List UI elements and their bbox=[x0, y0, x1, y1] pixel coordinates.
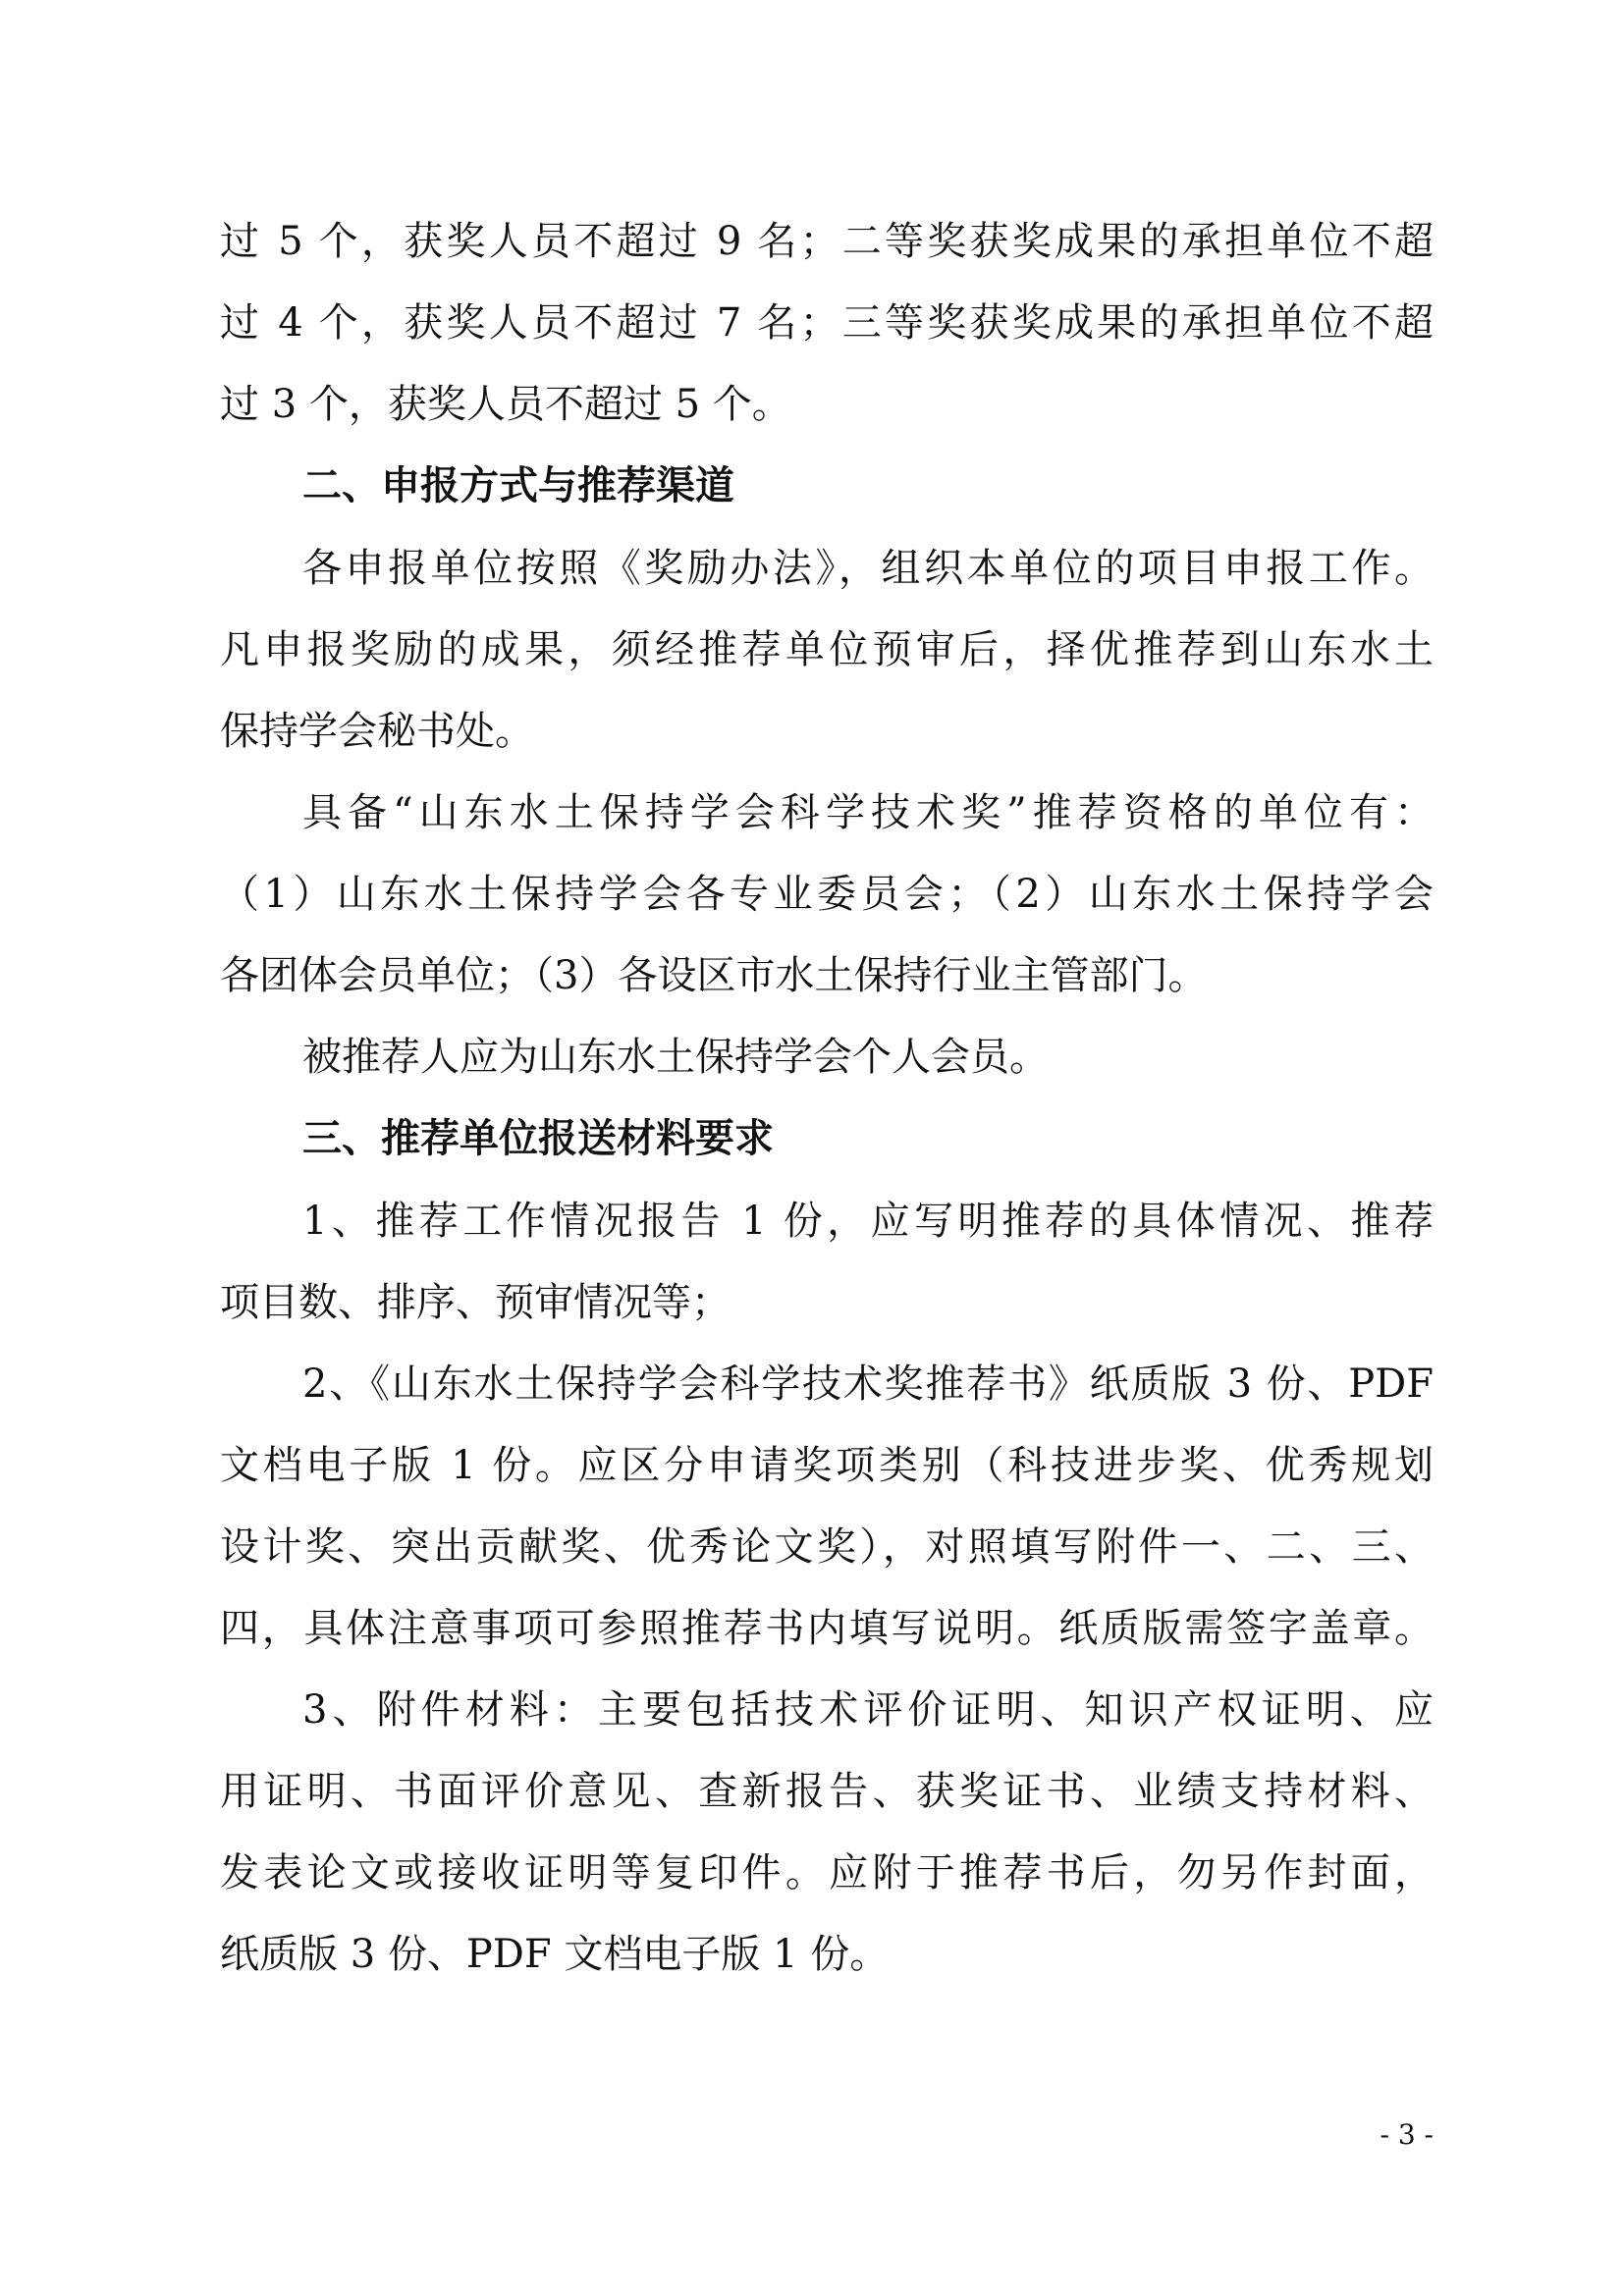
text-line: 设计奖、突出贡献奖、优秀论文奖），对照填写附件一、二、三、 bbox=[220, 1524, 1434, 1570]
text-line: 用证明、书面评价意见、查新报告、获奖证书、业绩支持材料、 bbox=[220, 1769, 1434, 1814]
text-line: 过 3 个，获奖人员不超过 5 个。 bbox=[220, 382, 791, 427]
text-line: 项目数、排序、预审情况等； bbox=[220, 1280, 731, 1325]
text-line: 保持学会秘书处。 bbox=[220, 709, 534, 754]
text-line: 被推荐人应为山东水土保持学会个人会员。 bbox=[302, 1035, 1049, 1080]
text-line: 各申报单位按照《奖励办法》，组织本单位的项目申报工作。 bbox=[302, 546, 1434, 591]
text-line: （1）山东水土保持学会各专业委员会；（2）山东水土保持学会 bbox=[220, 872, 1434, 917]
section-heading: 三、推荐单位报送材料要求 bbox=[302, 1116, 774, 1161]
text-line: 纸质版 3 份、PDF 文档电子版 1 份。 bbox=[220, 1932, 890, 1977]
text-line: 过 5 个，获奖人员不超过 9 名；二等奖获奖成果的承担单位不超 bbox=[220, 219, 1434, 264]
text-line: 3、附件材料：主要包括技术评价证明、知识产权证明、应 bbox=[302, 1687, 1434, 1733]
text-line: 过 4 个，获奖人员不超过 7 名；三等奖获奖成果的承担单位不超 bbox=[220, 300, 1434, 346]
text-line: 文档电子版 1 份。应区分申请奖项类别（科技进步奖、优秀规划 bbox=[220, 1443, 1434, 1488]
text-line: 2、《山东水土保持学会科学技术奖推荐书》纸质版 3 份、PDF bbox=[302, 1362, 1434, 1407]
text-line: 1、推荐工作情况报告 1 份，应写明推荐的具体情况、推荐 bbox=[302, 1199, 1434, 1244]
text-line: 四，具体注意事项可参照推荐书内填写说明。纸质版需签字盖章。 bbox=[220, 1606, 1434, 1651]
text-line: 具备“山东水土保持学会科学技术奖”推荐资格的单位有： bbox=[302, 790, 1434, 835]
text-line: 凡申报奖励的成果，须经推荐单位预审后，择优推荐到山东水土 bbox=[220, 627, 1434, 672]
text-line: 各团体会员单位；（3）各设区市水土保持行业主管部门。 bbox=[220, 953, 1208, 998]
page-number: - 3 - bbox=[1380, 2118, 1434, 2151]
section-heading: 二、申报方式与推荐渠道 bbox=[302, 463, 734, 508]
text-line: 发表论文或接收证明等复印件。应附于推荐书后，勿另作封面， bbox=[220, 1850, 1434, 1896]
